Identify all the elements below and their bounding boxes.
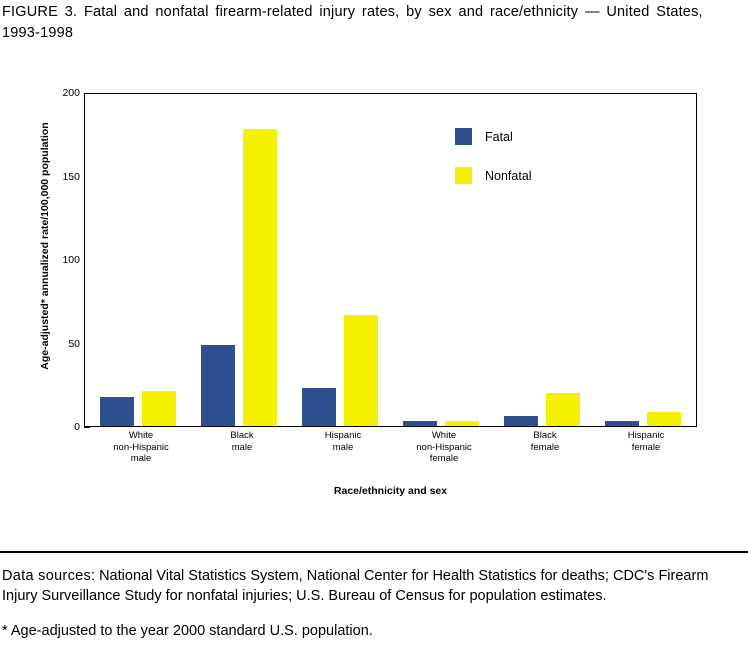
- x-category-black-female: [490, 430, 600, 453]
- legend-item-fatal: [455, 128, 625, 145]
- chart-legend: [455, 128, 625, 206]
- x-category-line: female: [631, 441, 661, 453]
- bar-nonfatal-white-non-hispanic-male: [142, 391, 176, 426]
- bar-nonfatal-hispanic-female: [647, 412, 681, 426]
- footer-divider: [0, 551, 748, 553]
- firearm-injury-rates-chart: [0, 80, 748, 510]
- legend-swatch-nonfatal-icon: [455, 167, 472, 184]
- bar-fatal-hispanic-male: [302, 388, 336, 426]
- x-category-line: non-Hispanic: [416, 441, 472, 453]
- x-category-hispanic-male: [288, 430, 398, 453]
- bar-nonfatal-black-female: [546, 393, 580, 426]
- y-axis-title: Age-adjusted* annualized rate/100,000 population: [39, 122, 51, 370]
- x-category-line: male: [130, 453, 152, 464]
- legend-label-nonfatal: Nonfatal: [485, 168, 532, 183]
- y-tick-label: 150: [62, 170, 80, 183]
- footnote-age-adjusted: * Age-adjusted to the year 2000 standard U.S. population.: [2, 623, 373, 639]
- footer-notes: [2, 566, 746, 641]
- bar-nonfatal-hispanic-male: [344, 315, 378, 426]
- y-tick-label: 200: [62, 87, 80, 99]
- x-category-line: Hispanic: [324, 430, 362, 441]
- data-sources-label: Data sources: [2, 568, 92, 584]
- x-category-line: female: [429, 453, 459, 464]
- bar-nonfatal-white-non-hispanic-female: [445, 421, 479, 426]
- bar-fatal-white-non-hispanic-female: [403, 421, 437, 426]
- x-category-line: non-Hispanic: [113, 441, 169, 453]
- y-tick-label: 50: [68, 337, 80, 350]
- y-tick-label: 0: [74, 421, 80, 433]
- y-axis-tick-labels: [46, 87, 80, 433]
- x-axis-category-labels: [84, 430, 697, 482]
- bar-nonfatal-black-male: [243, 129, 277, 426]
- y-tick-label: 100: [62, 254, 80, 266]
- x-category-white-non-hispanic-male: [86, 430, 196, 465]
- y-tick-mark: [84, 427, 90, 428]
- x-category-black-male: [187, 430, 297, 453]
- bar-fatal-white-non-hispanic-male: [100, 397, 134, 426]
- x-category-line: female: [530, 441, 560, 453]
- data-sources-line: [2, 566, 746, 606]
- legend-label-fatal: Fatal: [485, 129, 513, 144]
- bar-fatal-black-male: [201, 345, 235, 426]
- data-sources-text: : National Vital Statistics System, National Center for Health Statistics for deaths; CDC's Firearm Injury Surveillance Study for nonfatal injuries; U.S. Bureau of Census for population estimates.: [2, 568, 709, 604]
- legend-swatch-fatal-icon: [455, 128, 472, 145]
- x-axis-title: Race/ethnicity and sex: [333, 485, 448, 497]
- legend-item-nonfatal: [455, 167, 625, 184]
- x-category-line: male: [332, 441, 354, 453]
- x-category-hispanic-female: [591, 430, 701, 453]
- figure-caption-text: Fatal and nonfatal firearm-related injury rates, by sex and race/ethnicity — United States, 1993-1998: [2, 4, 703, 41]
- x-category-line: Black: [230, 430, 254, 441]
- bar-fatal-black-female: [504, 416, 538, 426]
- x-category-line: Black: [533, 430, 557, 441]
- x-category-line: male: [231, 441, 253, 453]
- figure-caption-label: FIGURE 3.: [2, 4, 78, 20]
- x-category-line: White: [128, 430, 154, 441]
- x-category-line: White: [431, 430, 457, 441]
- x-category-white-non-hispanic-female: [389, 430, 499, 465]
- bar-fatal-hispanic-female: [605, 421, 639, 426]
- x-category-line: Hispanic: [627, 430, 665, 441]
- figure-caption: [2, 2, 746, 44]
